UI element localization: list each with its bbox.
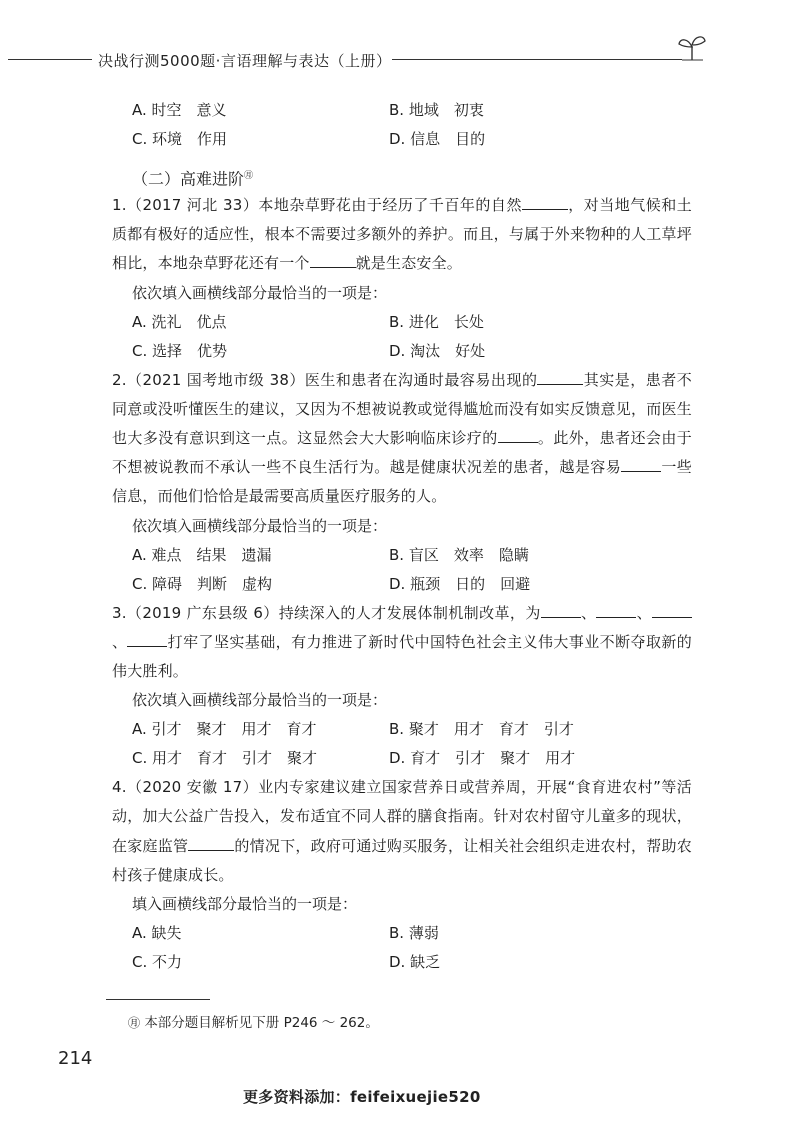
question-4 [112, 773, 692, 890]
question-prompt: 依次填入画横线部分最恰当的一项是： [132, 283, 388, 302]
footnote-marker: ㊊ [244, 171, 254, 181]
option-row [132, 919, 692, 948]
option: C. 选择 优势 [132, 341, 228, 360]
footnote-rule [106, 999, 210, 1000]
option: A. 难点 结果 遗漏 [132, 545, 272, 564]
option: B. 盲区 效率 隐瞒 [389, 545, 529, 564]
answer-blank [537, 370, 583, 385]
option-row [132, 125, 692, 154]
option: D. 瓶颈 日的 回避 [389, 574, 531, 593]
option-row [132, 744, 692, 773]
answer-blank [127, 632, 167, 647]
header-rule-left [8, 59, 92, 60]
answer-blank [188, 836, 234, 851]
option-row [132, 96, 692, 125]
option: B. 地域 初衷 [389, 101, 484, 119]
option: A. 缺失 [132, 924, 182, 943]
option: B. 薄弱 [389, 924, 439, 943]
answer-blank [522, 195, 568, 210]
option: D. 淘汰 好处 [389, 341, 486, 360]
question-stem: 4.（2020 安徽 17）业内专家建议建立国家营养日或营养周，开展“食育进农村”等活动，加大公益广告投入，发布适宜不同人群的膳食指南。针对农村留守儿童多的现状，在家庭监管 的情况下，政府可通过购买服务，让相关社会组织走进农村，帮助农村孩子健康成长。 [112, 778, 692, 884]
question-prompt: 依次填入画横线部分最恰当的一项是： [132, 691, 388, 710]
option: C. 障碍 判断 虚构 [132, 574, 273, 593]
option: C. 不力 [132, 953, 183, 972]
option: B. 聚才 用才 育才 引才 [389, 720, 574, 739]
section-title: （二）高难进阶 [132, 169, 245, 189]
option: D. 缺乏 [389, 953, 441, 972]
question-3 [112, 599, 692, 687]
option-row [132, 308, 692, 337]
answer-blank [541, 603, 581, 618]
question-2 [112, 366, 692, 512]
option-row [132, 715, 692, 744]
option: C. 环境 作用 [132, 130, 228, 148]
watermark-text: 更多资料添加：feifeixuejie520 [243, 1088, 481, 1106]
page-number: 214 [58, 1048, 93, 1069]
sprout-icon [676, 32, 708, 62]
book-title: 决战行测5000题·言语理解与表达（上册） [98, 52, 392, 70]
option-row [132, 337, 692, 366]
option-row [132, 541, 692, 570]
question-stem: 1.（2017 河北 33）本地杂草野花由于经历了千百年的自然 ，对当地气候和土质都有极好的适应性，根本不需要过多额外的养护。而且，与属于外来物种的人工草坪相比，本地杂草野花还有一个 就是生态安全。 [112, 196, 692, 273]
header-rule-right [392, 59, 682, 60]
answer-blank [498, 428, 538, 443]
question-prompt: 依次填入画横线部分最恰当的一项是： [132, 516, 388, 535]
option: A. 引才 聚才 用才 育才 [132, 720, 317, 739]
option-row [132, 570, 692, 599]
answer-blank [310, 253, 356, 268]
answer-blank [652, 603, 692, 618]
question-stem: 3.（2019 广东县级 6）持续深入的人才发展体制机制改革，为 、 、、 打牢了坚实基础，有力推进了新时代中国特色社会主义伟大事业不断夺取新的伟大胜利。 [112, 603, 692, 681]
footnote-mark: ㊊ [128, 1016, 141, 1030]
option: D. 信息 目的 [389, 130, 486, 148]
answer-blank [621, 457, 661, 472]
question-1 [112, 191, 692, 279]
option: D. 育才 引才 聚才 用才 [389, 749, 576, 768]
option: A. 时空 意义 [132, 101, 227, 119]
section-heading [132, 162, 692, 191]
option-row [132, 948, 692, 977]
option: C. 用才 育才 引才 聚才 [132, 749, 318, 768]
footnote-text: 本部分题目解析见下册 P246 ～ 262。 [144, 1015, 379, 1031]
option: B. 进化 长处 [389, 312, 484, 331]
answer-blank [596, 603, 636, 618]
option: A. 洗礼 优点 [132, 312, 227, 331]
footnote [128, 1011, 379, 1031]
question-stem: 2.（2021 国考地市级 38）医生和患者在沟通时最容易出现的 其实是，患者不同意或没听懂医生的建议，又因为不想被说教或觉得尴尬而没有如实反馈意见，而医生也大多没有意识到这一点。这显然会大大影响临床诊疗的 。此外，患者还会由于不想被说教而不承认一些不良生活行为。越是健康状况差的患者，越是容易 一些信息，而他们恰恰是最需要高质量医疗服务的人。 [112, 370, 692, 506]
page-content [112, 96, 692, 977]
question-prompt: 填入画横线部分最恰当的一项是： [132, 895, 358, 914]
